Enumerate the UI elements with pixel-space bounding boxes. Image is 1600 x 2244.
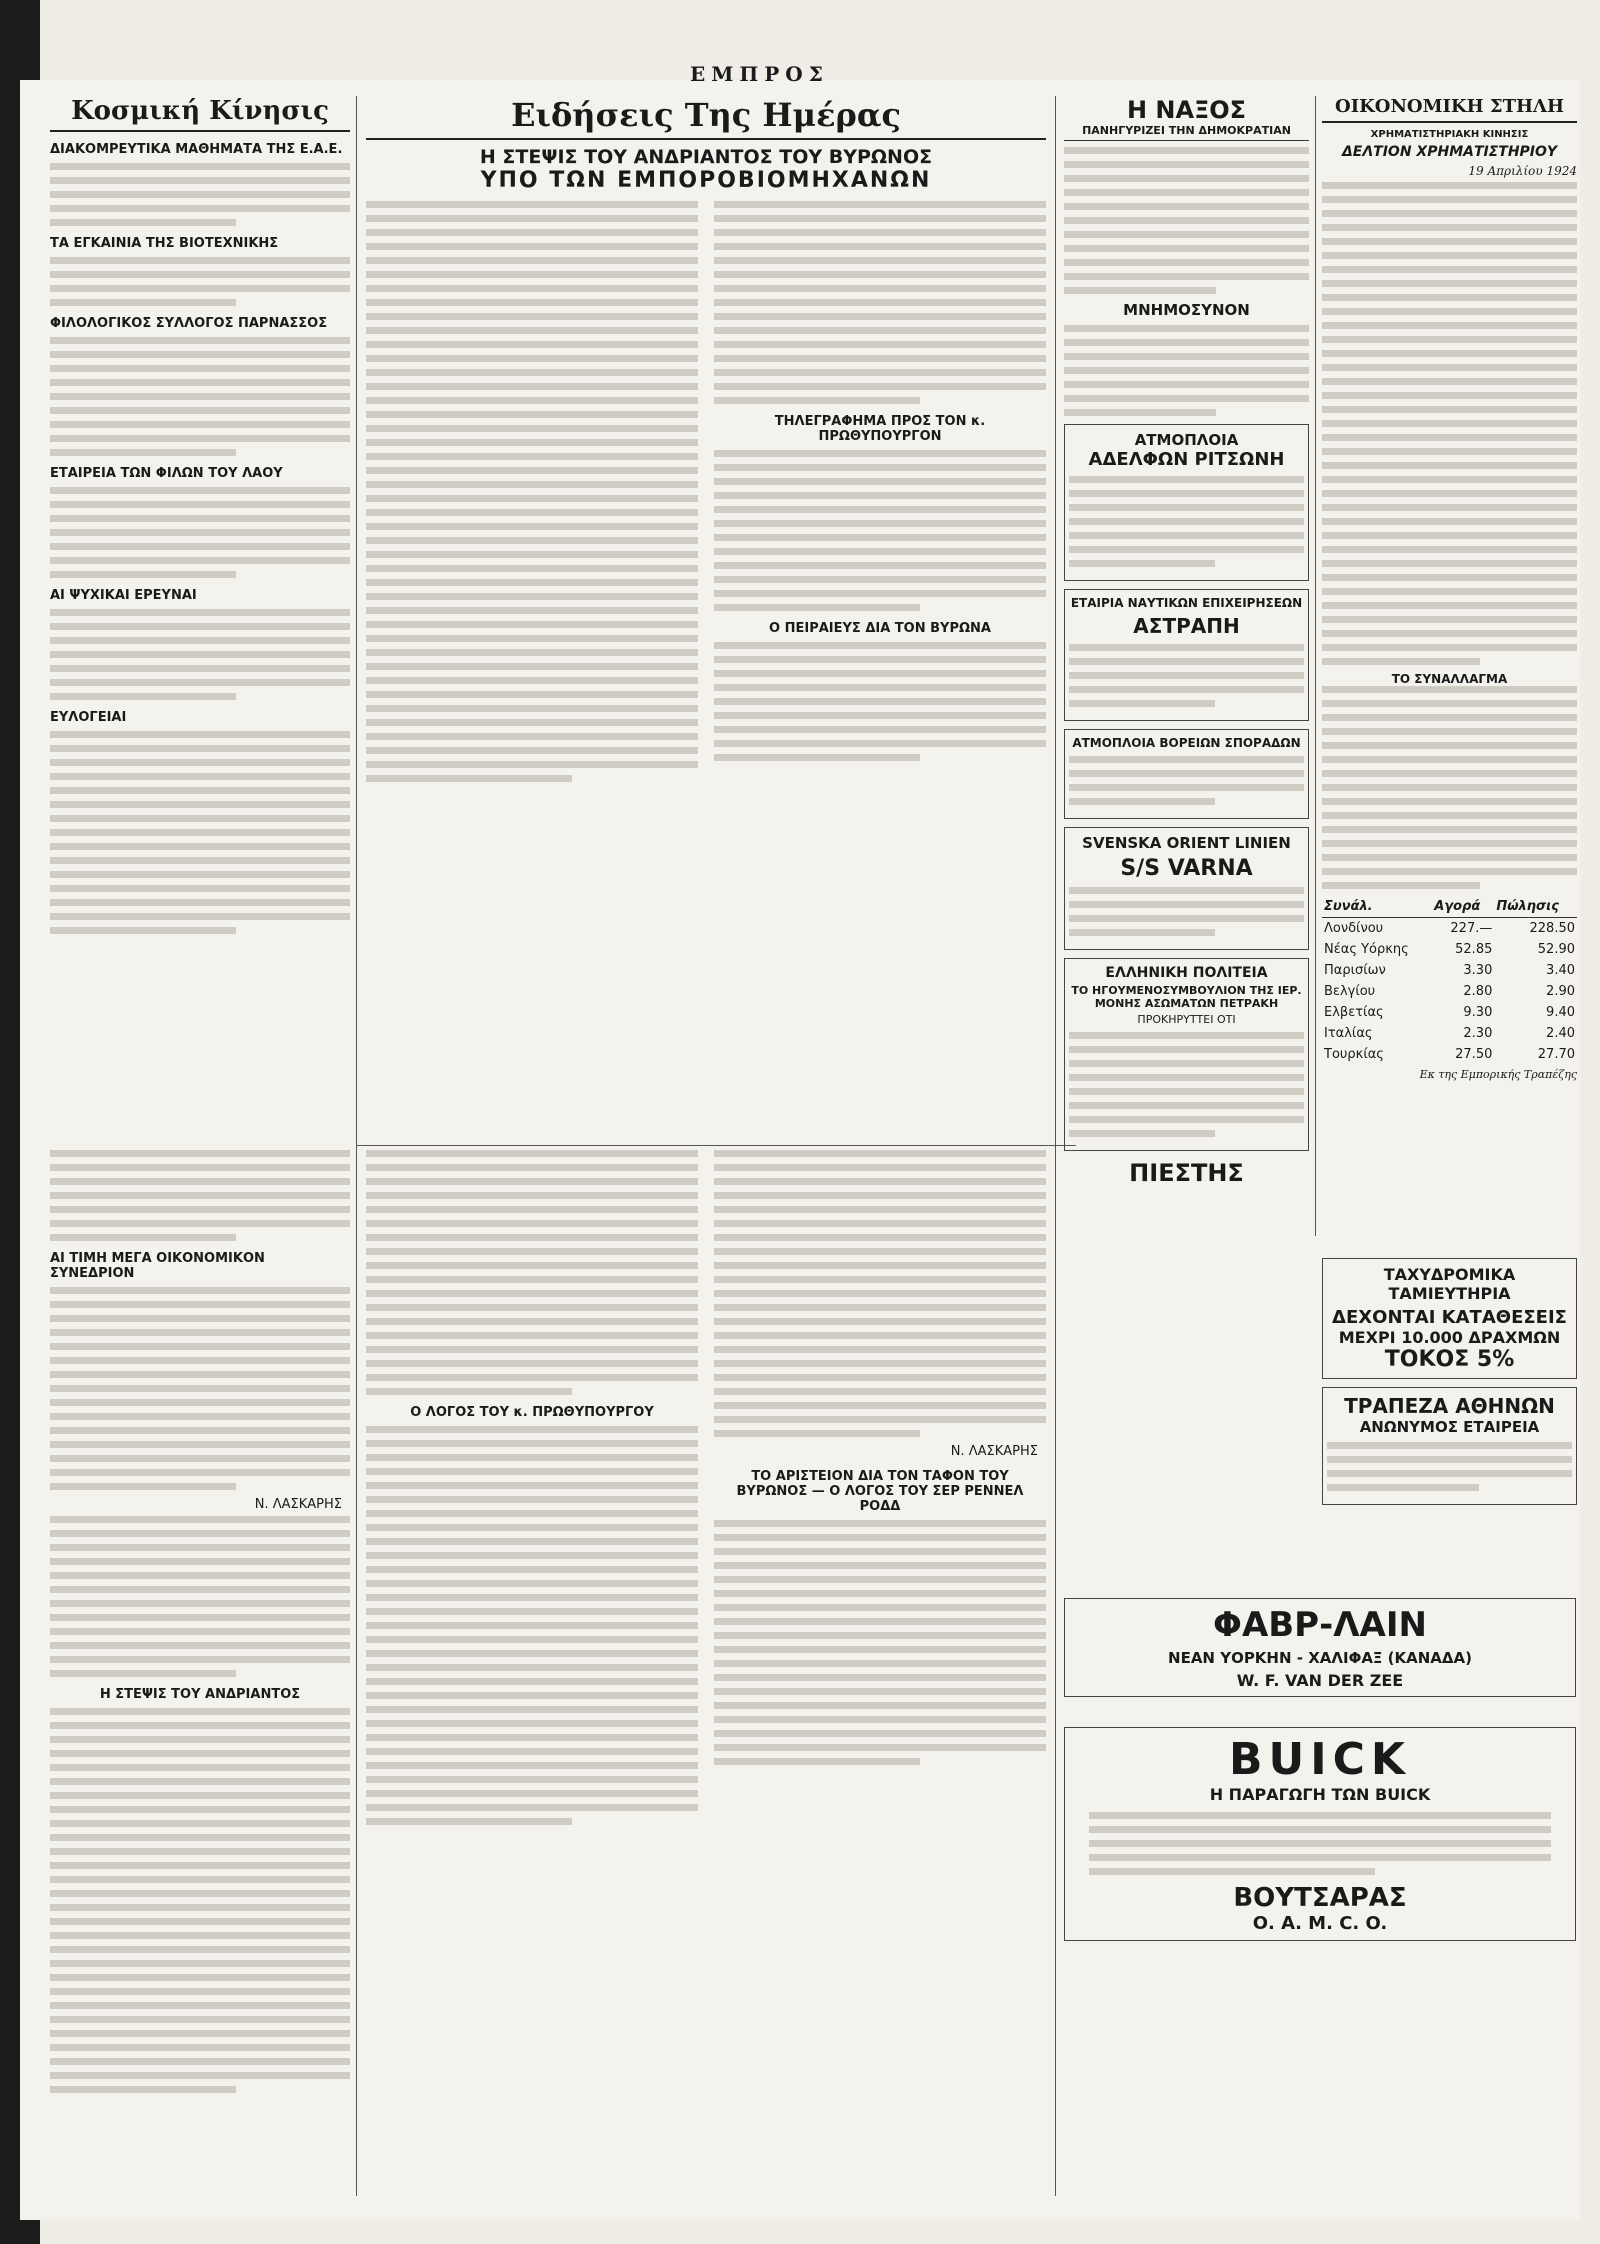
column-notices [1064,96,1309,1187]
byline: Ν. ΛΑΣΚΑΡΗΣ [950,1444,1038,1459]
fx-sell: 27.70 [1537,1047,1575,1062]
subheading: ΤΟ ΑΡΙΣΤΕΙΟΝ ΔΙΑ ΤΟΝ ΤΑΦΟΝ ΤΟΥ ΒΥΡΩΝΟΣ — Ο ΛΟΓΟΣ ΤΟΥ ΣΕΡ ΡΕΝΝΕΛ ΡΟΔΔ [736,1469,1024,1514]
column-economic [1322,96,1577,1081]
subheading: ΤΟ ΣΥΝΑΛΛΑΓΜΑ [1391,672,1508,686]
subheading: ΤΑ ΕΓΚΑΙΝΙΑ ΤΗΣ ΒΙΟΤΕΧΝΙΚΗΣ [50,236,279,251]
price-list [1322,182,1577,665]
text-block [50,1516,350,1677]
subheading: ΦΙΛΟΛΟΓΙΚΟΣ ΣΥΛΛΟΓΟΣ ΠΑΡΝΑΣΣΟΣ [50,316,328,331]
table-row [1322,918,1577,940]
fx-city: Νέας Υόρκης [1324,942,1409,957]
fx-sell: 9.40 [1546,1005,1575,1020]
ad-title: ΔΕΧΟΝΤΑΙ ΚΑΤΑΘΕΣΕΙΣ [1332,1307,1567,1328]
fx-header: Αγορά [1432,896,1494,918]
table-row [1322,1002,1577,1023]
fx-buy: 3.30 [1463,963,1493,978]
column-news-lower [366,1150,1046,1832]
ad-title: ΝΕΑΝ ΥΟΡΚΗΝ - ΧΑΛΙΦΑΞ (ΚΑΝΑΔΑ) [1168,1649,1472,1667]
text-block [366,201,698,789]
text-block [714,1520,1046,1765]
subheading: ΕΤΑΙΡΕΙΑ ΤΩΝ ΦΙΛΩΝ ΤΟΥ ΛΑΟΥ [50,466,283,481]
ads-right [1322,1250,1577,1513]
car-ad [1064,1727,1576,1941]
fx-city: Τουρκίας [1324,1047,1384,1062]
text-block [714,1150,1046,1437]
ad-title: ΤΟΚΟΣ 5% [1384,1347,1515,1372]
fx-buy: 2.80 [1463,984,1493,999]
bank-ad [1322,1387,1577,1505]
table-row [1322,939,1577,960]
text-block [1064,147,1309,294]
ad-title: ΕΛΛΗΝΙΚΗ ΠΟΛΙΤΕΙΑ [1105,965,1268,981]
subheading: ΤΗΛΕΓΡΑΦΗΜΑ ΠΡΟΣ ΤΟΝ κ. ΠΡΩΘΥΠΟΥΡΓΟΝ [774,414,986,444]
text-block [1064,325,1309,416]
ads-bottom [1064,1590,1576,1949]
text-block [50,257,350,306]
ad-title: ΤΑΧΥΔΡΟΜΙΚΑ ΤΑΜΙΕΥΤΗΡΙΑ [1383,1265,1516,1303]
fx-header: Πώλησις [1494,896,1577,918]
fx-buy: 2.30 [1463,1026,1493,1041]
fx-table [1322,896,1577,1065]
text-block [1069,644,1304,707]
table-row [1322,981,1577,1002]
text-block [1069,887,1304,936]
ad-title: ΒΟΥΤΣΑΡΑΣ [1233,1883,1407,1913]
fx-city: Λονδίνου [1324,921,1384,936]
fx-buy: 27.50 [1455,1047,1493,1062]
fx-sell: 52.90 [1537,942,1575,957]
text-block [366,1426,698,1825]
shipping-ad [1064,1598,1576,1697]
fx-sell: 2.40 [1546,1026,1575,1041]
subheading: ΑΙ ΨΥΧΙΚΑΙ ΕΡΕΥΝΑΙ [50,588,197,603]
ad-title: BUICK [1228,1734,1412,1785]
date: 19 Απριλίου 1924 [1468,164,1577,178]
subheading: Ο ΛΟΓΟΣ ΤΟΥ κ. ΠΡΩΘΥΠΟΥΡΓΟΥ [410,1405,654,1420]
ad-title: ΦΑΒΡ-ΛΑΙΝ [1213,1605,1427,1645]
ad-title: SVENSKA ORIENT LINIEN [1082,834,1291,852]
shipping-ad [1064,729,1309,819]
column-congress [50,1150,350,2100]
subheading: ΔΕΛΤΙΟΝ ΧΡΗΜΑΤΙΣΤΗΡΙΟΥ [1341,144,1558,160]
column-rule [1315,96,1316,1236]
fx-city: Ελβετίας [1324,1005,1384,1020]
text-block [50,1287,350,1490]
text-block [50,163,350,226]
column-social [50,96,350,941]
column-rule [356,96,357,2196]
fx-city: Ιταλίας [1324,1026,1373,1041]
ad-title: W. F. VAN DER ZEE [1236,1671,1404,1690]
ad-title: Η ΠΑΡΑΓΩΓΗ ΤΩΝ BUICK [1209,1785,1431,1804]
ad-title: ΕΤΑΙΡΙΑ ΝΑΥΤΙΚΩΝ ΕΠΙΧΕΙΡΗΣΕΩΝ [1070,596,1303,610]
subheading: ΑΙ ΤΙΜΗ ΜΕΓΑ ΟΙΚΟΝΟΜΙΚΟΝ ΣΥΝΕΔΡΙΟΝ [50,1251,265,1281]
fx-buy: 227.— [1450,921,1493,936]
ad-title: ΜΕΧΡΙ 10.000 ΔΡΑΧΜΩΝ [1338,1328,1561,1347]
table-note: Εκ της Εμπορικής Τραπέζης [1419,1068,1577,1081]
ad-title: ΤΟ ΗΓΟΥΜΕΝΟΣΥΜΒΟΥΛΙΟΝ ΤΗΣ ΙΕΡ. ΜΟΝΗΣ ΑΣΩΜΑΤΩΝ ΠΕΤΡΑΚΗ [1071,984,1302,1010]
text-block [50,337,350,456]
text-block [50,731,350,934]
notice-title: ΜΝΗΜΟΣΥΝΟΝ [1123,301,1250,319]
ad-title: ΑΤΜΟΠΛΟΙΑ [1134,431,1239,449]
text-block [1089,1812,1551,1875]
bank-ad [1322,1258,1577,1379]
table-row [1322,1023,1577,1044]
table-row [1322,1044,1577,1065]
text-block [50,609,350,700]
table-row [1322,960,1577,981]
text-block [714,201,1046,404]
text-block [1322,686,1577,889]
ad-note: ΠΡΟΚΗΡΥΤΤΕΙ ΟΤΙ [1137,1013,1236,1026]
fx-sell: 228.50 [1529,921,1575,936]
ad-title: Ο. Α. Μ. C. O. [1252,1913,1388,1934]
shipping-ad [1064,827,1309,950]
headline: ΥΠΟ ΤΩΝ ΕΜΠΟΡΟΒΙΟΜΗΧΑΝΩΝ [480,168,932,193]
fx-buy: 9.30 [1463,1005,1493,1020]
column-rule [1055,96,1056,2196]
fx-city: Βελγίου [1324,984,1376,999]
ad-title: ΠΙΕΣΤΗΣ [1129,1159,1244,1187]
notice-title: Η ΝΑΞΟΣ [1126,96,1247,124]
text-block [714,450,1046,611]
text-block [1069,1032,1304,1137]
ad-title: S/S VARNA [1120,856,1253,881]
fx-sell: 3.40 [1546,963,1575,978]
text-block [366,1150,698,1395]
row-rule [356,1145,1076,1146]
ad-title: ΑΝΩΝΥΜΟΣ ΕΤΑΙΡΕΙΑ [1359,1418,1540,1436]
subheading: ΔΙΑΚΟΜΡΕΥΤΙΚΑ ΜΑΘΗΜΑΤΑ ΤΗΣ Ε.Α.Ε. [50,142,343,157]
section-title: Κοσμική Κίνησις [50,96,350,132]
ad-title: ΑΔΕΛΦΩΝ ΡΙΤΣΩΝΗ [1088,449,1285,470]
subheading: ΕΥΛΟΓΕΙΑΙ [50,710,127,725]
fx-buy: 52.85 [1455,942,1493,957]
section-title: Ειδήσεις Της Ημέρας [366,96,1046,140]
notice-subtitle: ΠΑΝΗΓΥΡΙΖΕΙ ΤΗΝ ΔΗΜΟΚΡΑΤΙΑΝ [1064,124,1309,141]
fx-sell: 2.90 [1546,984,1575,999]
subheading: ΧΡΗΜΑΤΙΣΤΗΡΙΑΚΗ ΚΙΝΗΣΙΣ [1370,129,1529,140]
text-block [1069,756,1304,805]
shipping-ad [1064,589,1309,721]
fx-header: Συνάλ. [1322,896,1432,918]
shipping-ad [1064,424,1309,581]
headline: Η ΣΤΕΨΙΣ ΤΟΥ ΑΝΔΡΙΑΝΤΟΣ ΤΟΥ ΒΥΡΩΝΟΣ [479,146,933,168]
text-block [1069,476,1304,567]
subheading: Η ΣΤΕΨΙΣ ΤΟΥ ΑΝΔΡΙΑΝΤΟΣ [99,1687,301,1702]
ad-title: ΑΣΤΡΑΠΗ [1133,614,1240,638]
fx-city: Παρισίων [1324,963,1386,978]
column-news [366,96,1046,789]
text-block [1327,1442,1572,1491]
notice-box [1064,958,1309,1151]
text-block [714,642,1046,761]
ad-title: ΤΡΑΠΕΖΑ ΑΘΗΝΩΝ [1344,1394,1555,1418]
ad-title: ΑΤΜΟΠΛΟΙΑ ΒΟΡΕΙΩΝ ΣΠΟΡΑΔΩΝ [1072,736,1301,750]
byline: Ν. ΛΑΣΚΑΡΗΣ [254,1497,342,1512]
masthead: ΕΜΠΡΟΣ [690,62,829,86]
text-block [50,487,350,578]
section-title: ΟΙΚΟΝΟΜΙΚΗ ΣΤΗΛΗ [1322,96,1577,123]
text-block [50,1708,350,2093]
subheading: Ο ΠΕΙΡΑΙΕΥΣ ΔΙΑ ΤΟΝ ΒΥΡΩΝΑ [769,621,991,636]
text-block [50,1150,350,1241]
